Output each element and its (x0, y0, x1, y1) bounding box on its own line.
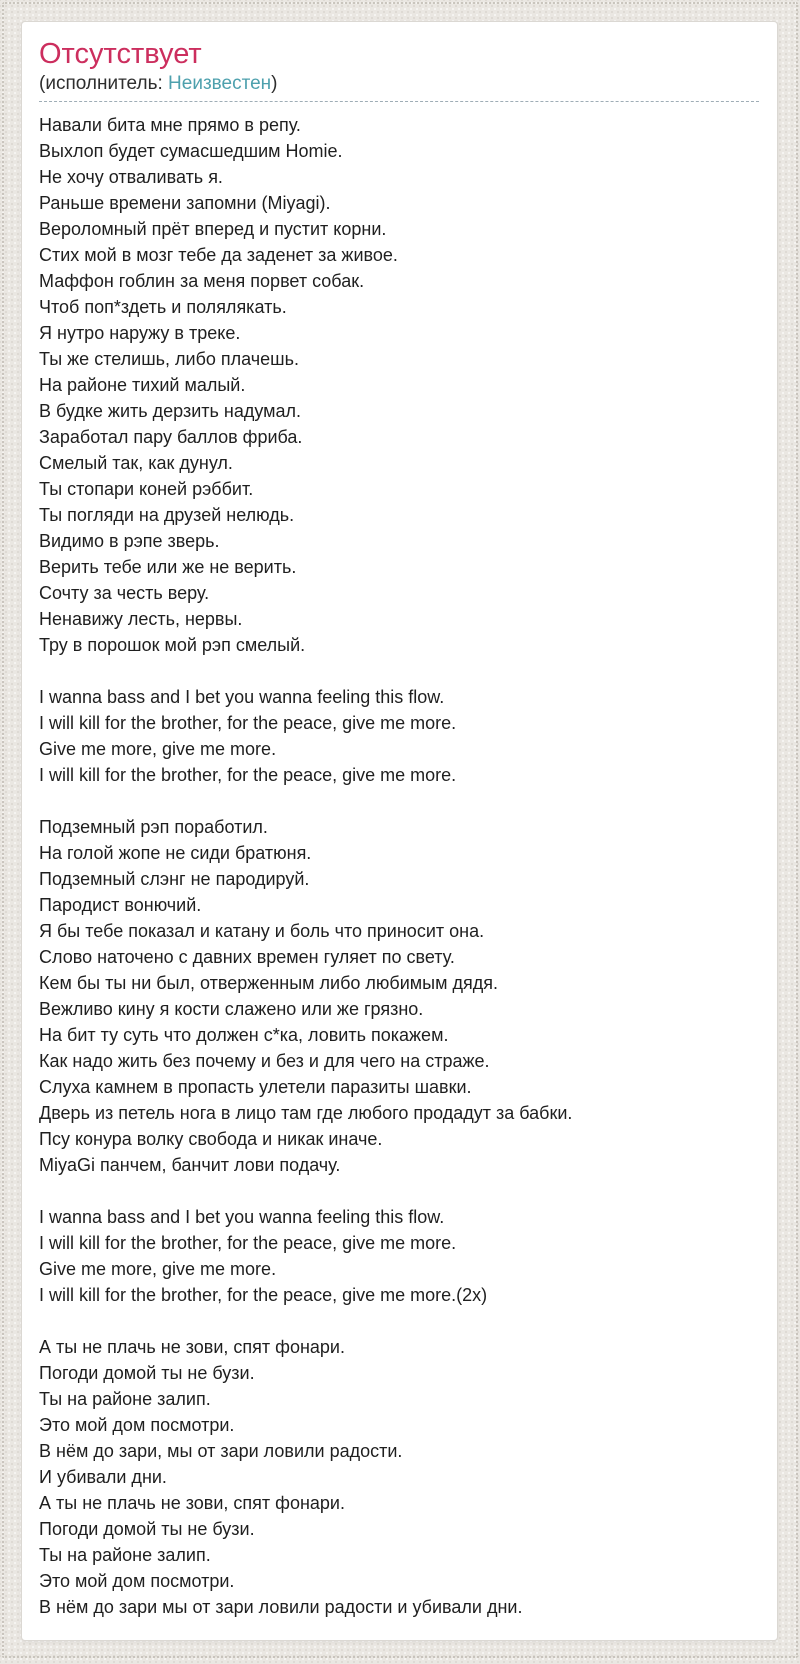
lyric-line: В будке жить дерзить надумал. (39, 401, 302, 422)
lyric-line: Пародист вонючий. (39, 895, 202, 916)
lyric-line: Выхлоп будет сумасшедшим Homie. (39, 141, 343, 162)
lyric-line: Как надо жить без почему и без и для чего на страже. (39, 1051, 490, 1072)
lyric-line: Ты на районе залип. (39, 1545, 211, 1566)
lyric-line: Вероломный прёт вперед и пустит корни. (39, 219, 387, 240)
lyric-line: Погоди домой ты не бузи. (39, 1363, 255, 1384)
lyric-line: Маффон гоблин за меня порвет собак. (39, 271, 365, 292)
lyric-line: На голой жопе не сиди братюня. (39, 843, 312, 864)
lyric-line: Ты погляди на друзей нелюдь. (39, 505, 295, 526)
lyric-line: Слуха камнем в пропасть улетели паразиты шавки. (39, 1077, 472, 1098)
lyric-line: На бит ту суть что должен с*ка, ловить покажем. (39, 1025, 449, 1046)
lyric-line: Дверь из петель нога в лицо там где любого продадут за бабки. (39, 1103, 573, 1124)
lyric-line: Это мой дом посмотри. (39, 1571, 235, 1592)
lyric-line: Смелый так, как дунул. (39, 453, 233, 474)
lyric-line: Я бы тебе показал и катану и боль что приносит она. (39, 921, 485, 942)
lyric-line: Я нутро наружу в треке. (39, 323, 241, 344)
lyric-line: Кем бы ты ни был, отверженным либо любимым дядя. (39, 973, 498, 994)
lyric-line: I will kill for the brother, for the peace, give me more. (39, 1233, 457, 1254)
lyric-line: I wanna bass and I bet you wanna feeling this flow. (39, 1207, 445, 1228)
lyric-line: Раньше времени запомни (Miyagi). (39, 193, 331, 214)
lyric-line: Чтоб поп*здеть и полялякать. (39, 297, 287, 318)
lyric-line: I will kill for the brother, for the peace, give me more. (39, 765, 457, 786)
lyric-line: А ты не плачь не зови, спят фонари. (39, 1337, 345, 1358)
lyric-line: В нём до зари мы от зари ловили радости и убивали дни. (39, 1597, 523, 1618)
lyric-line: Ненавижу лесть, нервы. (39, 609, 243, 630)
lyric-line: Слово наточено с давних времен гуляет по свету. (39, 947, 455, 968)
artist-label: (исполнитель: (39, 73, 169, 95)
lyrics-stanza (39, 1334, 759, 1620)
lyric-line: На районе тихий малый. (39, 375, 246, 396)
lyrics-card (21, 21, 778, 1641)
lyric-line: I wanna bass and I bet you wanna feeling this flow. (39, 687, 445, 708)
lyric-line: Подземный слэнг не пародируй. (39, 869, 310, 890)
artist-line (39, 73, 759, 102)
lyric-line: Верить тебе или же не верить. (39, 557, 297, 578)
lyrics-stanza (39, 684, 759, 788)
lyrics-stanza (39, 112, 759, 658)
lyric-line: Тру в порошок мой рэп смелый. (39, 635, 306, 656)
lyric-line: Подземный рэп поработил. (39, 817, 268, 838)
song-title: Отсутствует (39, 38, 202, 70)
lyrics-stanza (39, 814, 759, 1178)
lyric-line: Погоди домой ты не бузи. (39, 1519, 255, 1540)
lyric-line: Видимо в рэпе зверь. (39, 531, 220, 552)
lyric-line: MiyaGi панчем, банчит лови подачу. (39, 1155, 341, 1176)
lyric-line: В нём до зари, мы от зари ловили радости. (39, 1441, 403, 1462)
lyric-line: Псу конура волку свобода и никак иначе. (39, 1129, 383, 1150)
lyric-line: Стих мой в мозг тебе да заденет за живое. (39, 245, 398, 266)
lyric-line: Give me more, give me more. (39, 739, 277, 760)
lyric-line: I will kill for the brother, for the peace, give me more.(2x) (39, 1285, 488, 1306)
lyric-line: Заработал пару баллов фриба. (39, 427, 303, 448)
lyric-line: Вежливо кину я кости слажено или же грязно. (39, 999, 424, 1020)
lyric-line: Ты стопари коней рэббит. (39, 479, 254, 500)
lyric-line: Ты же стелишь, либо плачешь. (39, 349, 299, 370)
lyrics-text (39, 112, 759, 1620)
lyric-line: Навали бита мне прямо в репу. (39, 115, 301, 136)
lyric-line: Не хочу отваливать я. (39, 167, 223, 188)
lyric-line: Ты на районе залип. (39, 1389, 211, 1410)
lyric-line: Это мой дом посмотри. (39, 1415, 235, 1436)
artist-label-suffix: ) (271, 73, 278, 95)
lyric-line: А ты не плачь не зови, спят фонари. (39, 1493, 345, 1514)
song-header (39, 38, 759, 102)
lyric-line: Give me more, give me more. (39, 1259, 277, 1280)
lyric-line: Сочту за честь веру. (39, 583, 210, 604)
lyrics-stanza (39, 1204, 759, 1308)
artist-link[interactable]: Неизвестен (168, 73, 272, 95)
lyric-line: И убивали дни. (39, 1467, 167, 1488)
lyric-line: I will kill for the brother, for the peace, give me more. (39, 713, 457, 734)
